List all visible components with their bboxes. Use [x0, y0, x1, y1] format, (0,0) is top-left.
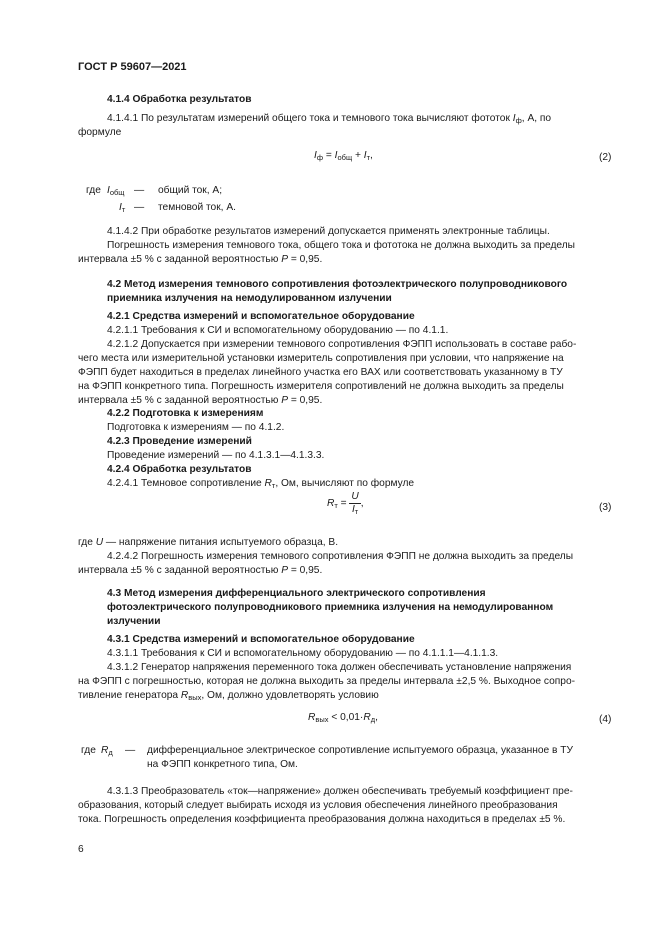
formula-number-4: (4): [599, 714, 612, 725]
section-heading-4-3-line3: излучении: [107, 616, 161, 627]
subscript: общ: [109, 188, 125, 197]
where-item-4-text-line1: дифференциальное электрическое сопротивление испытуемого образца, указанное в ТУ: [147, 745, 573, 756]
fraction: [349, 491, 360, 516]
text: = 0,95.: [288, 395, 323, 406]
section-heading-4-3-line2: фотоэлектрического полупроводникового приемника излучения на немодулированном: [107, 602, 554, 613]
variable: I: [351, 504, 355, 515]
paragraph-4-2-3: Проведение измерений — по 4.1.3.1—4.1.3.3.: [107, 450, 325, 461]
variable: R: [308, 712, 316, 723]
text: — напряжение питания испытуемого образца, В.: [103, 537, 339, 548]
formula-2: [314, 150, 373, 161]
paragraph-error-line1: Погрешность измерения темнового тока, общего тока и фототока не должна выходить за пределы: [107, 240, 575, 251]
where-3: [78, 537, 338, 548]
subsection-heading-4-3-1: 4.3.1 Средства измерений и вспомогательное оборудование: [107, 634, 415, 645]
variable: R: [327, 498, 335, 510]
paragraph-4-2-2: Подготовка к измерениям — по 4.1.2.: [107, 422, 285, 433]
text: интервала ±5 % с заданной вероятностью: [78, 395, 282, 406]
operator: =: [323, 150, 335, 161]
variable: I: [314, 150, 317, 161]
paragraph-4-2-1-2-line2: чего места или измерительной установки измеритель сопротивления при условии, что напряжение на: [78, 353, 564, 364]
paragraph-4-2-1-2-line4: на ФЭПП конкретного типа. Погрешность измерителя сопротивлений не должна выходить за пределы: [78, 381, 564, 392]
formula-4: [308, 712, 378, 723]
where-item-1-symbol: [107, 185, 124, 196]
paragraph-4-2-1-2-line1: 4.2.1.2 Допускается при измерении темнового сопротивления ФЭПП использовать в составе рабо-: [107, 339, 577, 350]
paragraph-4-2-1-2-line5: [78, 395, 615, 406]
variable: R: [101, 745, 109, 756]
punctuation: ,: [370, 150, 373, 161]
denominator: [349, 504, 360, 516]
text: интервала ±5 % с заданной вероятностью: [78, 254, 282, 265]
punctuation: ,: [360, 498, 364, 510]
document-header: ГОСТ Р 59607—2021: [78, 61, 187, 73]
paragraph-4-3-1-3-line3: тока. Погрешность определения коэффициента преобразования должна находиться в пределах ±5 %.: [78, 814, 566, 825]
where-item-1-text: общий ток, А;: [158, 185, 223, 196]
variable: P: [281, 395, 288, 406]
section-heading-4-2-line2: приемника излучения на немодулированном излучении: [107, 293, 392, 304]
punctuation: ,: [375, 712, 378, 723]
formula-number-3: (3): [599, 502, 612, 513]
text: тивление генератора: [78, 690, 181, 701]
subsection-heading-4-2-2: 4.2.2 Подготовка к измерениям: [107, 408, 264, 419]
paragraph-4-3-1-2-line2: на ФЭПП с погрешностью, которая не должна выходить за пределы интервала ±2,5 %. Выходное сопро-: [78, 676, 575, 687]
text: интервала ±5 % с заданной вероятностью: [78, 565, 282, 576]
numerator: U: [351, 491, 359, 502]
subsection-heading-4-2-3: 4.2.3 Проведение измерений: [107, 436, 252, 447]
text: 4.2.4.1 Темновое сопротивление: [107, 478, 265, 489]
variable: I: [107, 185, 110, 196]
variable: I: [334, 150, 338, 161]
paragraph-4-3-1-2-line3: [78, 690, 615, 701]
where-item-4-dash: —: [125, 745, 136, 756]
paragraph-4-2-4-1: [107, 478, 414, 489]
subscript: д: [108, 748, 113, 757]
where-item-2-symbol: [119, 202, 125, 213]
page-number: 6: [78, 844, 84, 855]
variable: R: [264, 478, 272, 489]
variable: I: [119, 202, 122, 213]
paragraph-4-2-1-2-line3: ФЭПП будет находиться в пределах линейного участка его ВАХ или соответствовать указанному в ТУ: [78, 367, 563, 378]
paragraph-4-1-4-1-line1: [107, 113, 615, 124]
paragraph-4-2-4-2-line1: 4.2.4.2 Погрешность измерения темнового сопротивления ФЭПП не должна выходить за пределы: [107, 551, 574, 562]
where-label: где: [78, 537, 96, 548]
subscript: вых: [188, 693, 202, 702]
subscript: т: [334, 501, 338, 511]
text: , Ом, вычисляют по формуле: [275, 478, 415, 489]
paragraph-4-3-1-1: 4.3.1.1 Требования к СИ и вспомогательному оборудованию — по 4.1.1.1—4.1.1.3.: [107, 648, 499, 659]
paragraph-4-1-4-1-line2: формуле: [78, 127, 122, 138]
subscript: т: [366, 153, 371, 162]
subscript: д: [370, 715, 376, 724]
section-heading-4-3-line1: 4.3 Метод измерения дифференциального электрического сопротивления: [107, 588, 486, 599]
variable: P: [281, 254, 288, 265]
where-item-1-dash: —: [134, 185, 145, 196]
section-heading-4-2-line1: 4.2 Метод измерения темнового сопротивления фотоэлектрического полупроводникового: [107, 279, 568, 290]
subscript: т: [121, 205, 126, 214]
paragraph-4-2-1-1: 4.2.1.1 Требования к СИ и вспомогательному оборудованию — по 4.1.1.: [107, 325, 449, 336]
where-item-2-text: темновой ток, А.: [158, 202, 236, 213]
subsection-heading-4-2-4: 4.2.4 Обработка результатов: [107, 464, 252, 475]
where-item-4-text-line2: на ФЭПП конкретного типа, Ом.: [147, 759, 298, 770]
operator: < 0,01·: [328, 712, 364, 723]
variable: P: [281, 565, 288, 576]
operator: +: [352, 150, 364, 161]
where-label: где: [86, 185, 101, 196]
section-heading-4-1-4: 4.1.4 Обработка результатов: [107, 94, 252, 105]
paragraph-4-2-4-2-line2: [78, 565, 615, 576]
formula-number-2: (2): [599, 152, 612, 163]
subscript: ф: [316, 153, 324, 162]
variable: R: [363, 712, 371, 723]
formula-3: [327, 491, 364, 516]
paragraph-4-3-1-2-line1: 4.3.1.2 Генератор напряжения переменного тока должен обеспечивать установление напряжения: [107, 662, 572, 673]
text: = 0,95.: [288, 565, 323, 576]
where-label-4: где: [81, 745, 96, 756]
subscript: общ: [337, 153, 353, 162]
subscript: т: [354, 507, 359, 516]
variable: I: [363, 150, 367, 161]
variable: R: [180, 690, 189, 701]
text: , Ом, должно удовлетворять условию: [201, 690, 379, 701]
subscript: т: [271, 481, 276, 490]
subscript: ф: [515, 116, 522, 125]
paragraph-4-1-4-2: 4.1.4.2 При обработке результатов измерений допускается применять электронные таблицы.: [107, 226, 550, 237]
subsection-heading-4-2-1: 4.2.1 Средства измерений и вспомогательное оборудование: [107, 311, 415, 322]
variable: U: [95, 537, 104, 548]
where-item-4-symbol: [101, 745, 113, 756]
paragraph-error-line2: [78, 254, 615, 265]
where-item-2-dash: —: [134, 202, 145, 213]
paragraph-4-3-1-3-line2: образования, который следует выбирать исходя из условия обеспечения линейного преобразования: [78, 800, 558, 811]
text: = 0,95.: [288, 254, 323, 265]
text: , А, по: [521, 113, 552, 124]
text: 4.1.4.1 По результатам измерений общего тока и темнового тока вычисляют фототок: [107, 113, 510, 124]
subscript: вых: [315, 715, 329, 724]
paragraph-4-3-1-3-line1: 4.3.1.3 Преобразователь «ток—напряжение» должен обеспечивать требуемый коэффициент пре-: [107, 786, 573, 797]
variable: I: [512, 113, 516, 124]
operator: =: [337, 498, 350, 510]
